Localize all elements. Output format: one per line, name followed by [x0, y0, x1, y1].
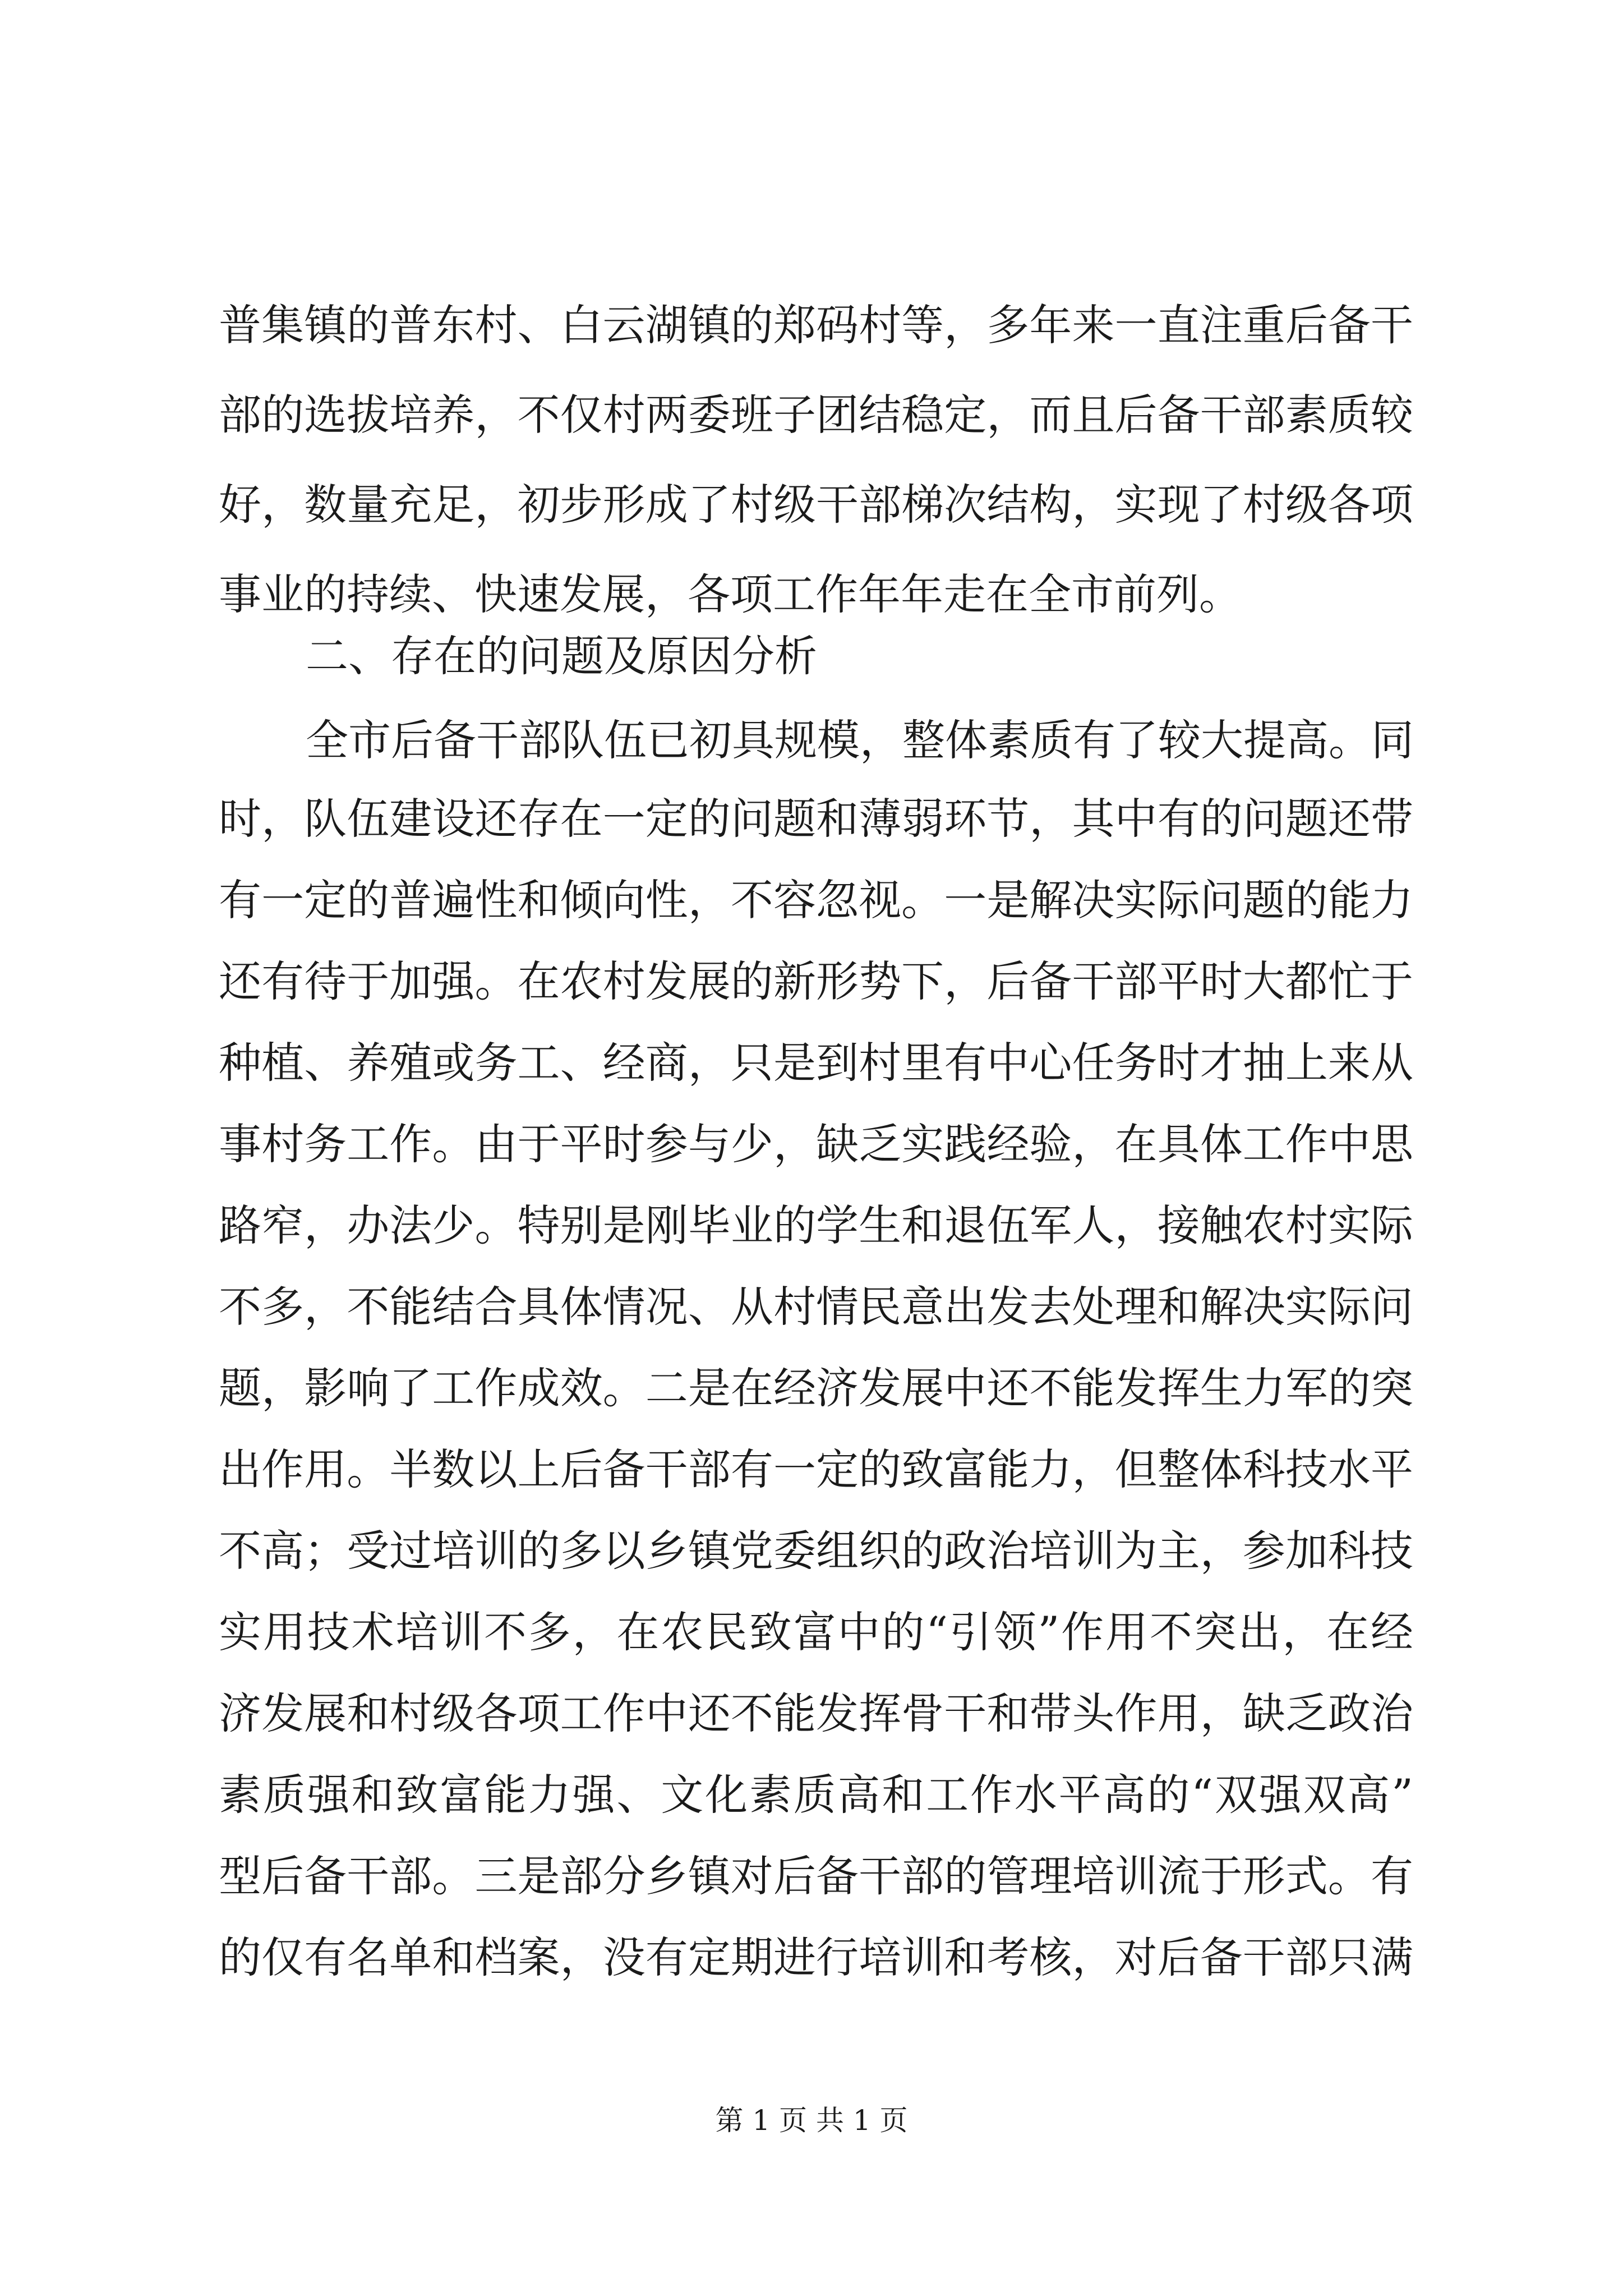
body-text-line: 有一定的普遍性和倾向性，不容忽视。一是解决实际问题的能力: [219, 875, 1413, 925]
body-text-line: 的仅有名单和档案，没有定期进行培训和考核，对后备干部只满: [219, 1932, 1413, 1982]
body-text-line: 部的选拔培养，不仅村两委班子团结稳定，而且后备干部素质较: [219, 390, 1413, 440]
body-text-line: 普集镇的普东村、白云湖镇的郑码村等，多年来一直注重后备干: [219, 300, 1413, 350]
body-text-line: 事村务工作。由于平时参与少，缺乏实践经验，在具体工作中思: [219, 1119, 1413, 1169]
body-text-line: 时，队伍建设还存在一定的问题和薄弱环节，其中有的问题还带: [219, 794, 1413, 844]
body-text-line: 事业的持续、快速发展，各项工作年年走在全市前列。: [219, 569, 1242, 619]
body-text-line: 题，影响了工作成效。二是在经济发展中还不能发挥生力军的突: [219, 1363, 1413, 1413]
body-text-line: 济发展和村级各项工作中还不能发挥骨干和带头作用，缺乏政治: [219, 1688, 1413, 1738]
body-text-line: 全市后备干部队伍已初具规模，整体素质有了较大提高。同: [306, 715, 1414, 765]
body-text-line: 还有待于加强。在农村发展的新形势下，后备干部平时大都忙于: [219, 956, 1413, 1006]
body-text-line: 不高；受过培训的多以乡镇党委组织的政治培训为主，参加科技: [219, 1526, 1413, 1576]
body-text-line: 实用技术培训不多，在农民致富中的“引领”作用不突出，在经: [219, 1607, 1413, 1657]
body-text-line: 种植、养殖或务工、经商，只是到村里有中心任务时才抽上来从: [219, 1038, 1413, 1088]
body-text-line: 出作用。半数以上后备干部有一定的致富能力，但整体科技水平: [219, 1444, 1413, 1494]
body-text-line: 好，数量充足，初步形成了村级干部梯次结构，实现了村级各项: [219, 480, 1413, 530]
section-heading: 二、存在的问题及原因分析: [306, 631, 817, 681]
body-text-line: 素质强和致富能力强、文化素质高和工作水平高的“双强双高”: [219, 1770, 1413, 1820]
body-text-line: 型后备干部。三是部分乡镇对后备干部的管理培训流于形式。有: [219, 1851, 1413, 1901]
body-text-line: 不多，不能结合具体情况、从村情民意出发去处理和解决实际问: [219, 1282, 1413, 1332]
body-text-line: 路窄，办法少。特别是刚毕业的学生和退伍军人，接触农村实际: [219, 1200, 1413, 1250]
page-footer: 第 1 页 共 1 页: [715, 2104, 908, 2137]
